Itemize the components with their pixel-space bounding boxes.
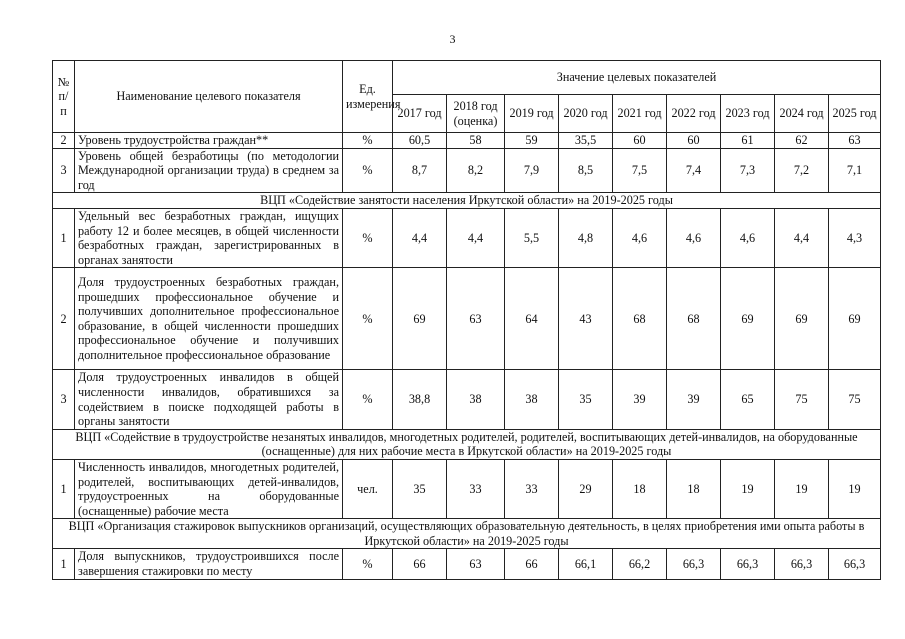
indicator-value: 7,1 bbox=[829, 148, 881, 193]
row-number: 2 bbox=[53, 268, 75, 370]
row-number: 3 bbox=[53, 148, 75, 193]
section-title: ВЦП «Организация стажировок выпускников организаций, осуществляющих образовательную деятельность, в целях приобретения ими опыта работы в Иркутской области» на 2019-2025 годы bbox=[53, 519, 881, 549]
indicator-name: Численность инвалидов, многодетных родителей, родителей, воспитывающих детей-инвалидов, трудоустроенных на оборудованные (оснащенные) рабочие места bbox=[75, 459, 343, 518]
indicator-value: 8,2 bbox=[447, 148, 505, 193]
indicator-value: 7,9 bbox=[505, 148, 559, 193]
indicator-value: 8,5 bbox=[559, 148, 613, 193]
header-year: 2024 год bbox=[775, 95, 829, 133]
indicator-value: 8,7 bbox=[393, 148, 447, 193]
section-row bbox=[53, 429, 881, 459]
indicator-value: 63 bbox=[829, 133, 881, 149]
indicator-value: 60 bbox=[613, 133, 667, 149]
indicator-value: 66 bbox=[393, 549, 447, 579]
indicator-name: Доля трудоустроенных инвалидов в общей численности инвалидов, обратившихся за содействием в поиске подходящей работы в органы занятости bbox=[75, 370, 343, 429]
indicator-value: 38 bbox=[447, 370, 505, 429]
section-title: ВЦП «Содействие занятости населения Иркутской области» на 2019-2025 годы bbox=[53, 193, 881, 209]
indicator-value: 39 bbox=[613, 370, 667, 429]
indicator-value: 63 bbox=[447, 549, 505, 579]
indicator-value: 69 bbox=[829, 268, 881, 370]
indicator-value: 68 bbox=[613, 268, 667, 370]
indicator-value: 4,6 bbox=[667, 208, 721, 267]
header-year: 2020 год bbox=[559, 95, 613, 133]
indicator-value: 19 bbox=[775, 459, 829, 518]
table-row bbox=[53, 148, 881, 193]
indicator-value: 33 bbox=[447, 459, 505, 518]
indicator-value: 19 bbox=[829, 459, 881, 518]
indicator-value: 38,8 bbox=[393, 370, 447, 429]
indicator-unit: % bbox=[343, 208, 393, 267]
page-number: 3 bbox=[449, 32, 456, 46]
indicator-value: 66,1 bbox=[559, 549, 613, 579]
indicator-value: 69 bbox=[721, 268, 775, 370]
indicator-value: 62 bbox=[775, 133, 829, 149]
indicator-value: 4,6 bbox=[721, 208, 775, 267]
section-row bbox=[53, 193, 881, 209]
indicator-value: 75 bbox=[829, 370, 881, 429]
header-num: № п/п bbox=[53, 61, 75, 133]
indicator-value: 4,4 bbox=[775, 208, 829, 267]
table-row bbox=[53, 370, 881, 429]
section-title: ВЦП «Содействие в трудоустройстве незанятых инвалидов, многодетных родителей, родителей, воспитывающих детей-инвалидов, на оборудованные (оснащенные) для них рабочие места в Иркутской области» на 2019-2025 годы bbox=[53, 429, 881, 459]
indicators-table bbox=[52, 60, 881, 580]
table-row bbox=[53, 133, 881, 149]
indicator-value: 38 bbox=[505, 370, 559, 429]
indicator-unit: % bbox=[343, 549, 393, 579]
indicator-value: 5,5 bbox=[505, 208, 559, 267]
indicator-value: 60,5 bbox=[393, 133, 447, 149]
indicator-value: 4,6 bbox=[613, 208, 667, 267]
indicator-value: 7,3 bbox=[721, 148, 775, 193]
indicator-value: 66,3 bbox=[721, 549, 775, 579]
table-row bbox=[53, 459, 881, 518]
indicator-value: 18 bbox=[613, 459, 667, 518]
header-year: 2025 год bbox=[829, 95, 881, 133]
indicator-value: 58 bbox=[447, 133, 505, 149]
header-year: 2017 год bbox=[393, 95, 447, 133]
indicator-unit: % bbox=[343, 268, 393, 370]
indicator-value: 33 bbox=[505, 459, 559, 518]
indicator-name: Уровень трудоустройства граждан** bbox=[75, 133, 343, 149]
indicator-value: 7,2 bbox=[775, 148, 829, 193]
indicator-value: 66,3 bbox=[829, 549, 881, 579]
indicator-unit: % bbox=[343, 148, 393, 193]
indicator-value: 69 bbox=[393, 268, 447, 370]
row-number: 2 bbox=[53, 133, 75, 149]
indicator-value: 63 bbox=[447, 268, 505, 370]
row-number: 1 bbox=[53, 549, 75, 579]
row-number: 1 bbox=[53, 208, 75, 267]
header-year: 2022 год bbox=[667, 95, 721, 133]
indicator-unit: чел. bbox=[343, 459, 393, 518]
indicator-value: 65 bbox=[721, 370, 775, 429]
indicator-value: 75 bbox=[775, 370, 829, 429]
table-row bbox=[53, 268, 881, 370]
indicator-value: 66,3 bbox=[775, 549, 829, 579]
indicator-name: Доля выпускников, трудоустроившихся после завершения стажировки по месту bbox=[75, 549, 343, 579]
indicator-value: 7,5 bbox=[613, 148, 667, 193]
table-row bbox=[53, 549, 881, 579]
indicator-value: 7,4 bbox=[667, 148, 721, 193]
table-body bbox=[53, 133, 881, 580]
indicator-value: 29 bbox=[559, 459, 613, 518]
header-year: 2023 год bbox=[721, 95, 775, 133]
header-unit: Ед. измерения bbox=[343, 61, 393, 133]
indicator-value: 19 bbox=[721, 459, 775, 518]
indicator-name: Уровень общей безработицы (по методологии Международной организации труда) в среднем за год bbox=[75, 148, 343, 193]
header-year: 2021 год bbox=[613, 95, 667, 133]
indicator-value: 69 bbox=[775, 268, 829, 370]
indicator-name: Доля трудоустроенных безработных граждан, прошедших профессиональное обучение и получивших дополнительное профессиональное образование, в общей численности прошедших профессиональное обучение и получивших дополнительное профессиональное образование bbox=[75, 268, 343, 370]
indicator-unit: % bbox=[343, 370, 393, 429]
header-name: Наименование целевого показателя bbox=[75, 61, 343, 133]
indicator-value: 35,5 bbox=[559, 133, 613, 149]
indicator-value: 4,8 bbox=[559, 208, 613, 267]
indicator-value: 39 bbox=[667, 370, 721, 429]
indicator-value: 61 bbox=[721, 133, 775, 149]
indicator-unit: % bbox=[343, 133, 393, 149]
indicator-value: 4,4 bbox=[447, 208, 505, 267]
header-row-top bbox=[53, 61, 881, 95]
indicator-value: 35 bbox=[393, 459, 447, 518]
header-year: 2019 год bbox=[505, 95, 559, 133]
indicator-value: 43 bbox=[559, 268, 613, 370]
indicator-value: 59 bbox=[505, 133, 559, 149]
indicator-value: 4,4 bbox=[393, 208, 447, 267]
indicator-value: 66,2 bbox=[613, 549, 667, 579]
indicator-value: 64 bbox=[505, 268, 559, 370]
header-values-group: Значение целевых показателей bbox=[393, 61, 881, 95]
indicator-value: 68 bbox=[667, 268, 721, 370]
indicator-value: 60 bbox=[667, 133, 721, 149]
indicator-value: 66 bbox=[505, 549, 559, 579]
row-number: 1 bbox=[53, 459, 75, 518]
section-row bbox=[53, 519, 881, 549]
indicator-value: 18 bbox=[667, 459, 721, 518]
indicator-value: 35 bbox=[559, 370, 613, 429]
indicator-name: Удельный вес безработных граждан, ищущих работу 12 и более месяцев, в общей численности безработных граждан, зарегистрированных в органах занятости bbox=[75, 208, 343, 267]
header-year: 2018 год (оценка) bbox=[447, 95, 505, 133]
indicator-value: 4,3 bbox=[829, 208, 881, 267]
row-number: 3 bbox=[53, 370, 75, 429]
table-row bbox=[53, 208, 881, 267]
indicator-value: 66,3 bbox=[667, 549, 721, 579]
